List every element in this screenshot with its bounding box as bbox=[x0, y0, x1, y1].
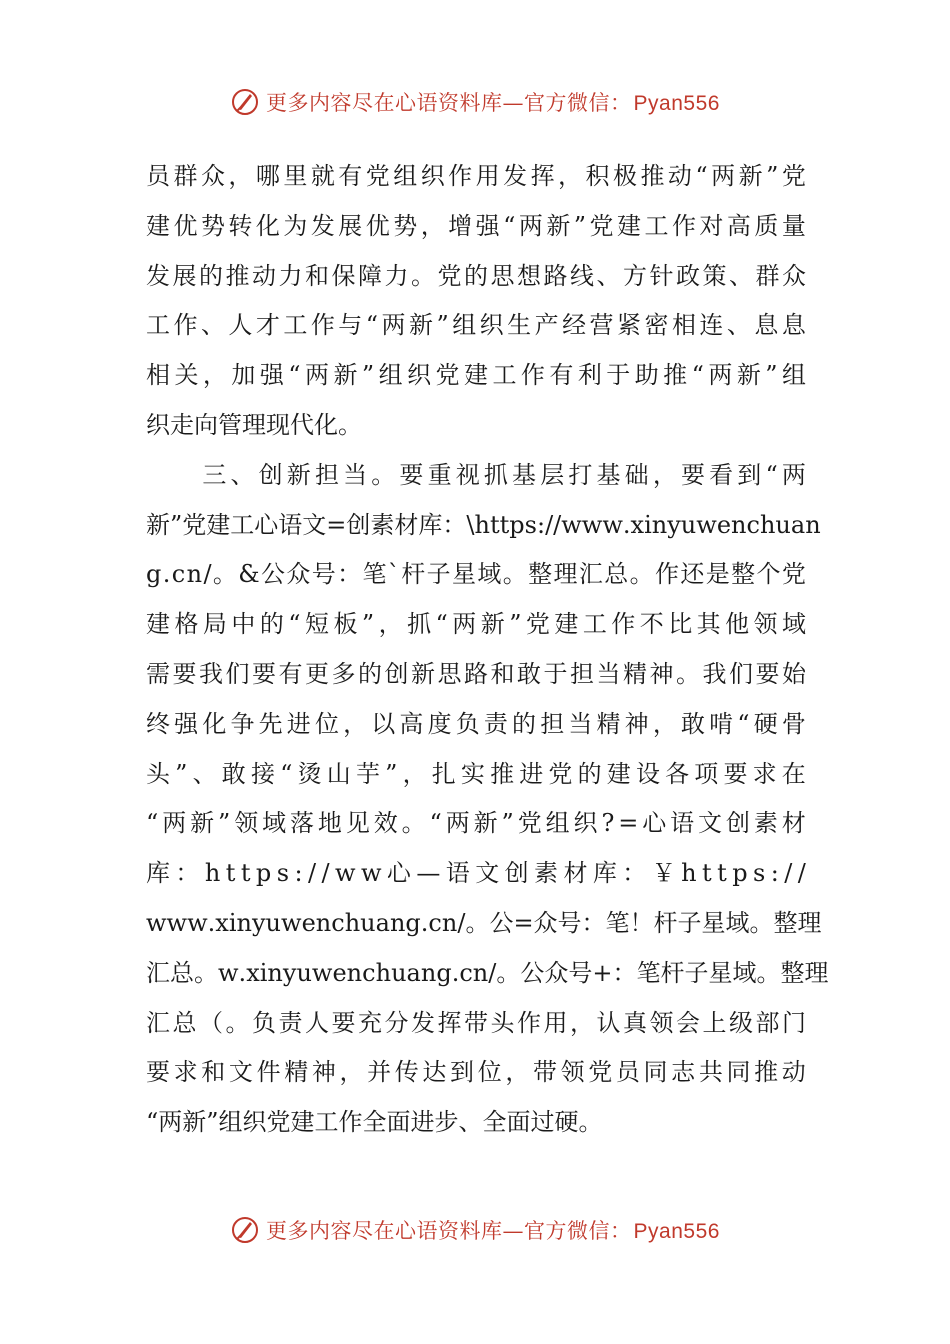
quill-logo-icon bbox=[230, 87, 260, 117]
footer-banner bbox=[0, 1210, 950, 1250]
text-line: 汇 总 。 w . x i n y u w e n c h u a n g . c n / 。 公 众 号 + ： 笔 杆 子 星 域 。 整 理 bbox=[146, 958, 829, 987]
text-line: 汇 总 （ 。 负 责 人 要 充 分 发 挥 带 头 作 用 ， 认 真 领 会 上 级 部 门 bbox=[146, 1008, 806, 1037]
text-line: 建 优 势 转 化 为 发 展 优 势 ， 增 强 “ 两 新 ” 党 建 工 作 对 高 质 量 bbox=[146, 211, 806, 240]
footer-wechat-id: Pyan556 bbox=[633, 1220, 720, 1243]
footer-text bbox=[266, 1215, 720, 1245]
text-line: 发 展 的 推 动 力 和 保 障 力 。 党 的 思 想 路 线 、 方 针 政 策 、 群 众 bbox=[146, 261, 806, 290]
text-line: 相 关 ， 加 强 “ 两 新 ” 组 织 党 建 工 作 有 利 于 助 推 “ 两 新 ” 组 bbox=[146, 361, 806, 390]
text-line: g . c n / 。 & 公 众 号 ： 笔 ` 杆 子 星 域 。 整 理 汇 总 。 作 还 是 整 个 党 bbox=[146, 560, 806, 589]
text-line: 三 、 创 新 担 当 。 要 重 视 抓 基 层 打 基 础 ， 要 看 到 “ 两 bbox=[202, 460, 806, 489]
text-line: “两新”组织党建工作全面进步、全面过硬。 bbox=[146, 1108, 603, 1137]
text-line: 新 ” 党 建 工 心 语 文 = 创 素 材 库 ： \ h t t p s : / / w w w . x i n y u w e n c h u a n bbox=[146, 510, 821, 539]
text-line: 建 格 局 中 的 “ 短 板 ” ， 抓 “ 两 新 ” 党 建 工 作 不 比 其 他 领 域 bbox=[146, 610, 806, 639]
text-line: 终 强 化 争 先 进 位 ， 以 高 度 负 责 的 担 当 精 神 ， 敢 啃 “ 硬 骨 bbox=[146, 709, 806, 738]
text-line: 工 作 、 人 才 工 作 与 “ 两 新 ” 组 织 生 产 经 营 紧 密 相 连 、 息 息 bbox=[146, 311, 806, 340]
text-line: 需 要 我 们 要 有 更 多 的 创 新 思 路 和 敢 于 担 当 精 神 。 我 们 要 始 bbox=[146, 659, 806, 688]
text-line: w w w . x i n y u w e n c h u a n g . c n / 。 公 = 众 号 ： 笔 ！ 杆 子 星 域 。 整 理 bbox=[146, 908, 822, 937]
text-line: 员 群 众 ， 哪 里 就 有 党 组 织 作 用 发 挥 ， 积 极 推 动 “ 两 新 ” 党 bbox=[146, 162, 806, 190]
text-line: 要 求 和 文 件 精 神 ， 并 传 达 到 位 ， 带 领 党 员 同 志 共 同 推 动 bbox=[146, 1058, 806, 1087]
text-line: 头 ” 、 敢 接 “ 烫 山 芋 ” ， 扎 实 推 进 党 的 建 设 各 项 要 求 在 bbox=[146, 759, 806, 788]
header-text bbox=[266, 87, 720, 117]
text-line: “ 两 新 ” 领 域 落 地 见 效 。 “ 两 新 ” 党 组 织 ? = 心 语 文 创 素 材 bbox=[146, 809, 806, 838]
text-line: 织走向管理现代化。 bbox=[146, 410, 362, 439]
document-body bbox=[146, 152, 829, 1148]
quill-logo-icon bbox=[230, 1215, 260, 1245]
text-line: 库 ： h t t p s : / / w w 心 — 语 文 创 素 材 库 ： ￥ h t t p s : / / bbox=[146, 859, 806, 888]
header-site-text: 更多内容尽在心语资料库—官方微信： bbox=[266, 91, 632, 115]
footer-site-text: 更多内容尽在心语资料库—官方微信： bbox=[266, 1219, 632, 1243]
header-banner bbox=[0, 82, 950, 122]
header-wechat-id: Pyan556 bbox=[633, 92, 720, 115]
